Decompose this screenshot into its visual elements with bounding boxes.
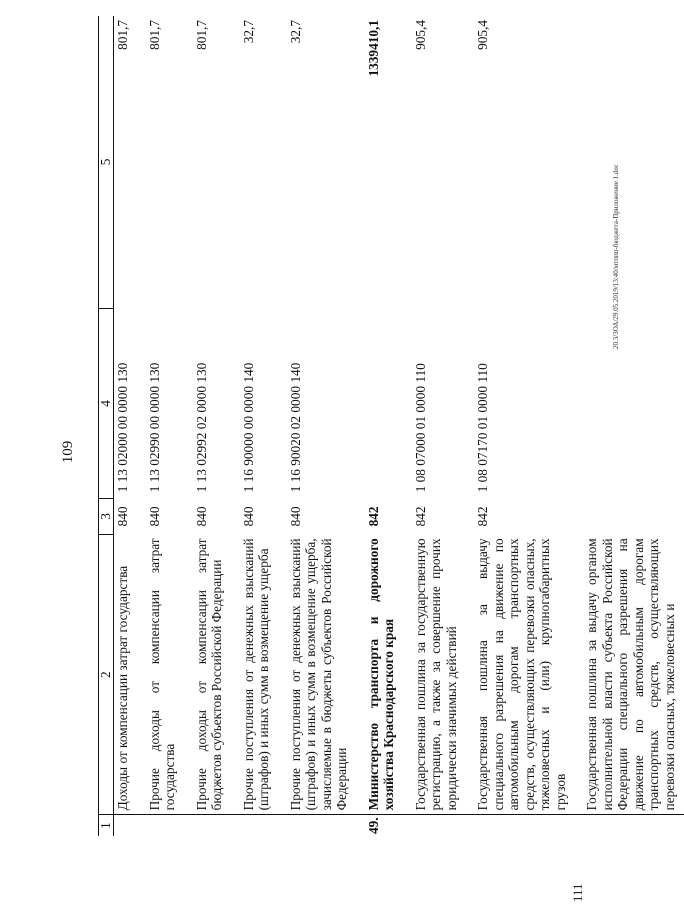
row-name: Прочие доходы от компенсации затрат бюджетов субъектов Российской Федерации [193,538,224,811]
table-row [357,16,404,836]
row-kbk: 1 16 90020 02 0000 140 [287,362,303,493]
row-name: Прочие поступления от денежных взысканий (штрафов) и иных сумм в возмещение ущерба [240,538,271,811]
row-code: 842 [412,506,428,527]
row-code: 842 [365,506,381,527]
row-code: 840 [287,506,303,527]
row-kbk: 1 08 07000 01 0000 110 [412,363,428,493]
row-number [575,815,684,836]
row-amount: 801,7 [115,20,130,50]
corner-mark: 111 [570,883,585,902]
table-row [138,16,185,836]
row-number [114,815,138,836]
row-kbk: 1 13 02990 00 0000 130 [146,362,162,493]
table-row [232,16,279,836]
table-row [185,16,232,836]
table-row [279,16,357,836]
row-amount: 905,4 [412,20,428,50]
row-kbk [575,308,684,498]
row-name: Прочие доходы от компенсации затрат государства [146,538,177,811]
row-name: Прочие поступления от денежных взысканий (штрафов) и иных сумм в возмещение ущерба, зачисляемые в бюджеты субъектов Российской Федерации [287,538,349,811]
row-number [232,815,279,836]
row-amount: 32,7 [240,20,256,44]
header-col-5: 5 [99,16,114,308]
header-col-3: 3 [99,498,114,534]
row-name: Министерство транспорта и дорожного хозяйства Краснодарского края [365,538,396,811]
header-col-4: 4 [99,308,114,498]
table-header-row [99,16,114,836]
row-name: Государственная пошлина за государственную регистрацию, а также за совершение прочих юридически значимых действий [412,538,459,811]
row-number [185,815,232,836]
row-number [138,815,185,836]
row-code: 840 [146,506,162,527]
header-col-2: 2 [99,534,114,815]
row-amount [575,16,684,308]
row-name: Государственная пошлина за выдачу органом исполнительной власти субъекта Российской Федерации специального разрешения на движение по автомобильным дорогам транспортных средств, осуществляющих перевозки опасных, тяжеловесных и [584,538,677,811]
row-code: 840 [240,506,256,527]
row-kbk: 1 08 07170 01 0000 110 [475,363,490,493]
footer-file-path: 20.3/ЗОА/29.05.2019/13:40/мтппп-бюджета-Приложение 1.doc [612,164,620,349]
budget-table [98,16,684,836]
row-number [466,815,575,836]
row-number [279,815,357,836]
row-amount: 32,7 [287,20,303,44]
row-name: Государственная пошлина за выдачу специального разрешения на движение по автомобильным дорогам транспортных средств, осуществляющих перевозки опасных, тяжеловесных и (или) крупногабаритных грузов [475,538,568,811]
row-code [575,498,684,534]
table-row [466,16,575,836]
row-code: 840 [193,506,209,527]
page-number: 109 [60,440,76,464]
row-amount: 1339410,1 [365,20,381,77]
table-row [404,16,467,836]
row-kbk: 1 13 02992 02 0000 130 [193,362,209,493]
table-row [575,16,684,836]
row-amount: 801,7 [193,20,209,50]
row-amount: 905,4 [475,20,490,50]
row-kbk [357,308,404,498]
row-kbk: 1 13 02000 00 0000 130 [115,362,130,493]
row-code: 842 [475,506,490,527]
row-code: 840 [115,506,130,527]
row-amount: 801,7 [146,20,162,50]
row-number [404,815,467,836]
row-number: 49. [357,815,404,836]
row-name: Доходы от компенсации затрат государства [115,565,130,811]
table-row [114,16,138,836]
row-kbk: 1 16 90000 00 0000 140 [240,362,256,493]
header-col-1: 1 [99,815,114,836]
